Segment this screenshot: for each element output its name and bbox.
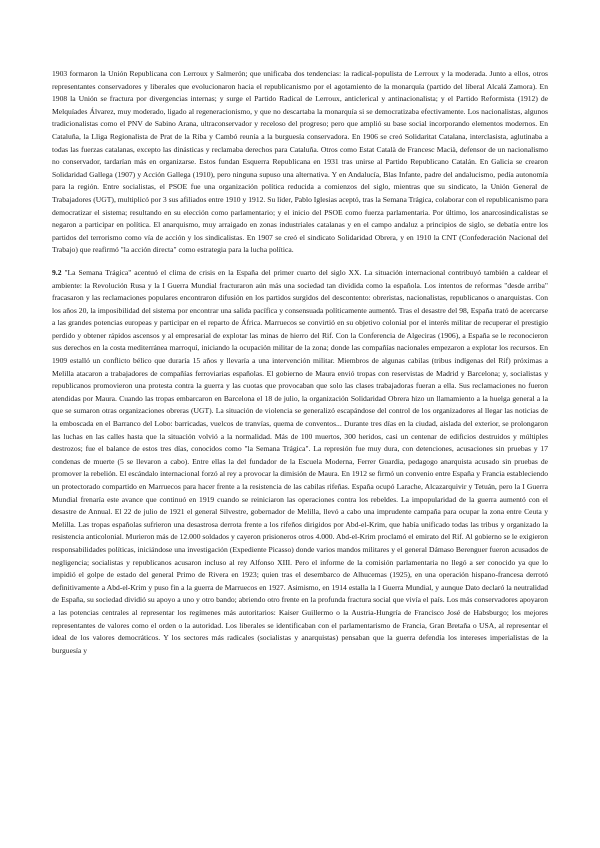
section-number: 9.2 xyxy=(52,267,62,277)
paragraph-text: "La Semana Trágica" acentuó el clima de crisis en la España del primer cuarto del siglo XX. La situación internacional contribuyó también a caldear el ambiente: la Revolución Rusa y la I Guerra Mundial fracturaron aún más una sociedad tan dividida como la española. Los intentos de reformas "desde arriba" fracasaron y las reclamaciones populares encontraron difusión en los partidos surgidos del descontento: obreristas, nacionalistas, republicanos o anarquistas. Con los años 20, la imposibilidad del sistema por encontrar una salida pacífica y consensuada políticamente aumentó. Tras el desastre del 98, España trató de acercarse a las grandes potencias europeas y participar en el reparto de África. Marruecos se convirtió en su objetivo colonial por el interés militar de recuperar el prestigio perdido y obtener rápidos ascensos y al empresarial de explotar las minas de hierro del Rif. Con la Conferencia de Algeciras (1906), a España se le reconocieron sus derechos en la costa mediterránea marroquí, iniciando la ocupación militar de la zona; donde las compañías nacionales empezaron a explotar los recursos. En 1909 estalló un conflicto bélico que duraría 15 años y llevaría a una intervención militar. Miembros de algunas cabilas (tribus indígenas del Rif) próximas a Melilla atacaron a trabajadores de compañías ferroviarias españolas. El gobierno de Maura envió tropas con reservistas de Madrid y Barcelona; y, socialistas y republicanos promovieron una protesta contra la guerra y las cuotas que provocaban que solo las clases trabajadoras fueran a ella. Sus reclamaciones no fueron atendidas por Maura. Cuando las tropas embarcaron en Barcelona el 18 de julio, la organización Solidaridad Obrera hizo un llamamiento a la huelga general a la que se sumaron otras organizaciones obreras (UGT). La situación de violencia se generalizó escapándose del control de los organizadores al llegar las noticias de la emboscada en el Barranco del Lobo: barricadas, vuelcos de tranvías, quema de conventos... Durante tres días en la ciudad, aislada del exterior, se prolongaron las luchas en las calles hasta que la situación volvió a la normalidad. Más de 100 muertos, 300 heridos, casi un centenar de edificios destruidos y múltiples destrozos; fue el balance de estos tres días, conocidos como "la Semana Trágica". La represión fue muy dura, con detenciones, acusaciones sin pruebas y 17 condenas de muerte (5 se llevaron a cabo). Entre ellas la del fundador de la Escuela Moderna, Ferrer Guardia, pedagogo anarquista acusado sin pruebas de promover la rebelión. El escándalo internacional forzó al rey a provocar la dimisión de Maura. En 1912 se firmó un convenio entre España y Francia estableciendo un protectorado compartido en Marruecos para hacer frente a la resistencia de las cabilas rifeñas. España ocupó Larache, Alcazarquivir y Tetuán, pero la I Guerra Mundial frenaría este avance que continuó en 1919 cuando se reiniciaron las operaciones contra los rebeldes. La impopularidad de la guerra aumentó con el desastre de Annual. El 22 de julio de 1921 el general Silvestre, gobernador de Melilla, llevó a cabo una imprudente campaña para ocupar la zona entre Ceuta y Melilla. Las tropas españolas sufrieron una desastrosa derrota frente a los rifeños dirigidos por Abd-el-Krim, que había unificado todas las tribus y organizado la resistencia anticolonial. Murieron más de 12.000 soldados y cayeron prisioneros otros 4.000. Abd-el-Krim proclamó el emirato del Rif. Al gobierno se le exigieron responsabilidades políticas, iniciándose una investigación (Expediente Picasso) donde varios mandos militares y el general Dámaso Berenguer fueron acusados de negligencia; socialistas y republicanos acusaron incluso al rey Alfonso XIII. Pero el informe de la comisión parlamentaria no llegó a ser conocido ya que lo impidió el golpe de estado del general Primo de Rivera en 1923; quien tras el desembarco de Alhucemas (1925), en una operación hispano-francesa derrotó definitivamente a Abd-el-Krim y puso fin a la guerra de Marruecos en 1927. Asimismo, en 1914 estalla la I Guerra Mundial, y aunque Dato declaró la neutralidad de España, su sociedad dividió su apoyo a uno y otro bando; abriendo otro frente en la profunda fractura social que vivía el país. Los más conservadores apoyaron a las potencias centrales al representar los regímenes más autoritarios: Kaiser Guillermo o la Austria-Hungría de Francisco José de Habsburgo; los mejores representantes de valores como el orden o la autoridad. Los liberales se identificaban con el parlamentarismo de Francia, Gran Bretaña o USA, al representar el ideal de los valores democráticos. Y los sectores más radicales (socialistas y anarquistas) pensaban que la guerra defendía los intereses imperialistas de la burguesía y xyxy=(52,267,548,655)
document-page xyxy=(52,68,548,657)
paragraph-text: 1903 formaron la Unión Republicana con Lerroux y Salmerón; que unificaba dos tendencias: la radical-populista de Lerroux y la moderada. Junto a ellos, otros representantes conservadores y liberales que evolucionaron hacia el republicanismo por el agotamiento de la monarquía (partido del liberal Alcalá Zamora). En 1908 la Unión se fractura por divergencias internas; y surge el Partido Radical de Lerroux, anticlerical y antinacionalista; y el Partido Reformista (1912) de Melquíades Álvarez, muy moderado, ligado al regeneracionismo, y que no descartaba la monarquía si se democratizaba efectivamente. Los nacionalistas, algunos tradicionalistas como el PNV de Sabino Arana, ultraconservador y receloso del progreso; pero que amplió su base social incorporando elementos modernos. En Cataluña, la Lliga Regionalista de Prat de la Riba y Cambó reunía a la burguesía conservadora. En 1906 se creó Solidaritat Catalana, interclasista, aglutinaba a todas las fuerzas catalanas, excepto las dinásticas y reclamaba derechos para Cataluña. Otros como Estat Català de Francesc Macià, defensor de un nacionalismo no conservador, tardarían más en organizarse. Estos fundan Esquerra Republicana en 1931 tras unirse al Partido Republicano Catalán. En Galicia se crearon Solidaridad Gallega (1907) y Acción Gallega (1910), pero ninguna supuso una alternativa. Y en Andalucía, Blas Infante, padre del andalucismo, pedía autonomía para la región. Entre socialistas, el PSOE fue una organización política reducida a comienzos del siglo, mientras que su sindicato, la Unión General de Trabajadores (UGT), multiplicó por 3 sus afiliados entre 1910 y 1912. Su líder, Pablo Iglesias aceptó, tras la Semana Trágica, colaborar con el republicanismo para democratizar el sistema; resultando en su elección como parlamentario; y el inicio del PSOE como fuerza parlamentaria. Por último, los anarcosindicalistas se negaron a participar en política. El anarquismo, muy arraigado en zonas industriales catalanas y en el campo andaluz a principios de siglo, se debatía entre los partidos del terrorismo como vía de acción y los sindicalistas. En 1907 se creó el sindicato Solidaridad Obrera, y en 1910 la CNT (Confederación Nacional del Trabajo) que reafirmó "la acción directa" como estrategia para la lucha política. xyxy=(52,69,548,255)
paragraph-political-parties xyxy=(52,68,548,257)
paragraph-semana-tragica xyxy=(52,267,548,657)
